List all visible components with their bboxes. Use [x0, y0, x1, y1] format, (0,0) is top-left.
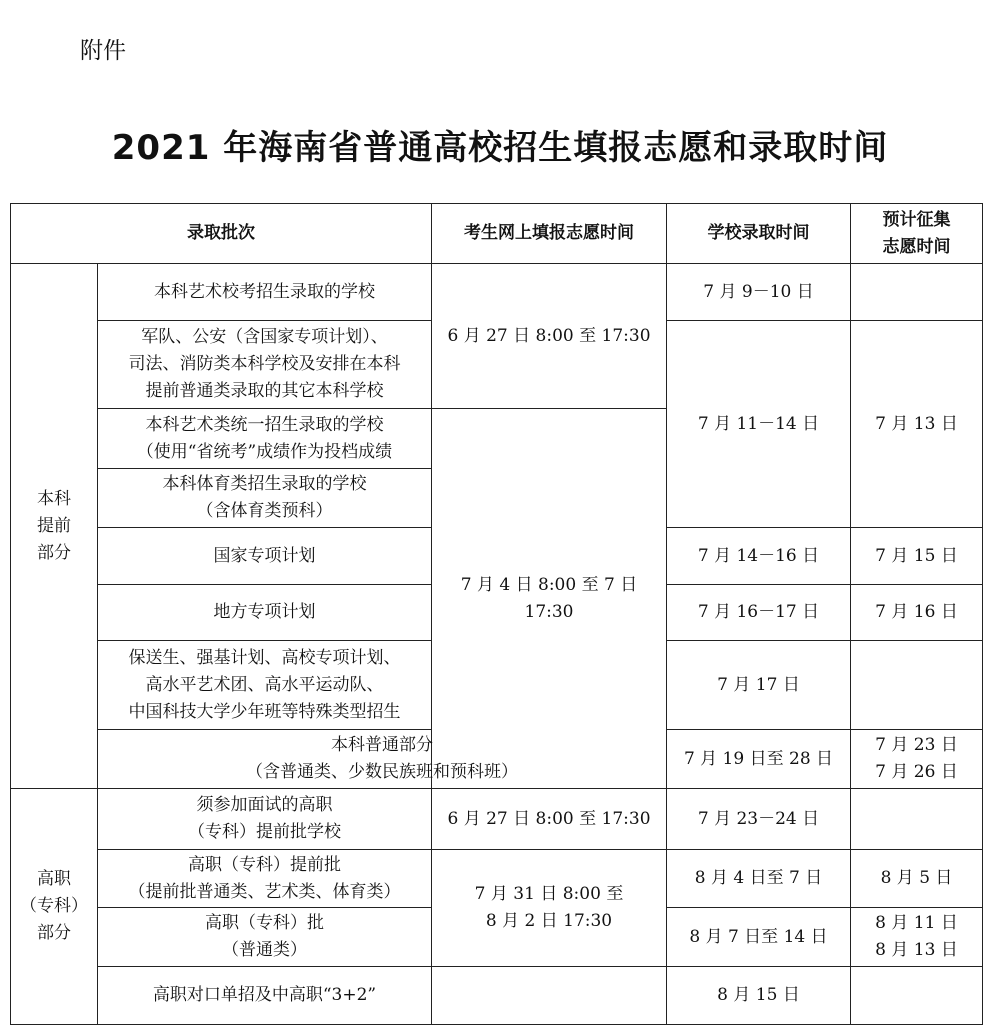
batch-cell: 本科体育类招生录取的学校 （含体育类预科）	[98, 469, 432, 528]
admission-time-cell: 8 月 4 日至 7 日	[667, 850, 851, 908]
header-apply-time: 考生网上填报志愿时间	[432, 204, 667, 264]
batch-cell: 须参加面试的高职 （专科）提前批学校	[98, 789, 432, 850]
batch-cell: 本科艺术校考招生录取的学校	[98, 264, 432, 321]
solicit-time-cell: 7 月 16 日	[851, 585, 983, 641]
batch-cell: 高职（专科）提前批 （提前批普通类、艺术类、体育类）	[98, 850, 432, 908]
admission-time-cell: 8 月 7 日至 14 日	[667, 908, 851, 967]
apply-time-cell: 6 月 27 日 8:00 至 17:30	[432, 789, 667, 850]
solicit-time-cell	[851, 789, 983, 850]
admission-time-cell: 7 月 9－10 日	[667, 264, 851, 321]
solicit-time-cell	[851, 264, 983, 321]
apply-time-cell	[432, 967, 667, 1025]
group-undergrad-early: 本科 提前 部分	[11, 264, 98, 789]
admission-time-cell: 7 月 11－14 日	[667, 321, 851, 528]
solicit-time-cell: 7 月 15 日	[851, 528, 983, 585]
solicit-time-cell	[851, 641, 983, 730]
admission-time-cell: 8 月 15 日	[667, 967, 851, 1025]
header-batch: 录取批次	[11, 204, 432, 264]
admission-time-cell: 7 月 17 日	[667, 641, 851, 730]
batch-cell: 地方专项计划	[98, 585, 432, 641]
admission-time-cell: 7 月 19 日至 28 日	[667, 730, 851, 789]
batch-cell: 国家专项计划	[98, 528, 432, 585]
batch-cell: 本科普通部分 （含普通类、少数民族班和预科班）	[98, 730, 667, 789]
batch-cell: 军队、公安（含国家专项计划）、 司法、消防类本科学校及安排在本科 提前普通类录取的其它本科学校	[98, 321, 432, 409]
header-solicit-time: 预计征集 志愿时间	[851, 204, 983, 264]
solicit-time-cell: 7 月 13 日	[851, 321, 983, 528]
batch-cell: 高职对口单招及中高职“3+2”	[98, 967, 432, 1025]
solicit-time-cell: 8 月 11 日 8 月 13 日	[851, 908, 983, 967]
solicit-time-cell: 8 月 5 日	[851, 850, 983, 908]
admission-time-cell: 7 月 16－17 日	[667, 585, 851, 641]
group-vocational: 高职 （专科） 部分	[11, 789, 98, 1025]
batch-cell: 保送生、强基计划、高校专项计划、 高水平艺术团、高水平运动队、 中国科技大学少年班等特殊类型招生	[98, 641, 432, 730]
header-admission-time: 学校录取时间	[667, 204, 851, 264]
apply-time-cell: 6 月 27 日 8:00 至 17:30	[432, 264, 667, 409]
apply-time-cell: 7 月 4 日 8:00 至 7 日 17:30	[432, 409, 667, 789]
solicit-time-cell	[851, 967, 983, 1025]
admission-time-cell: 7 月 23－24 日	[667, 789, 851, 850]
batch-cell: 本科艺术类统一招生录取的学校 （使用“省统考”成绩作为投档成绩	[98, 409, 432, 469]
schedule-table	[10, 203, 983, 1025]
page-title: 2021 年海南省普通高校招生填报志愿和录取时间	[111, 128, 889, 168]
batch-cell: 高职（专科）批 （普通类）	[98, 908, 432, 967]
admission-time-cell: 7 月 14－16 日	[667, 528, 851, 585]
attachment-label: 附件	[80, 38, 126, 64]
apply-time-cell: 7 月 31 日 8:00 至 8 月 2 日 17:30	[432, 850, 667, 967]
solicit-time-cell: 7 月 23 日 7 月 26 日	[851, 730, 983, 789]
